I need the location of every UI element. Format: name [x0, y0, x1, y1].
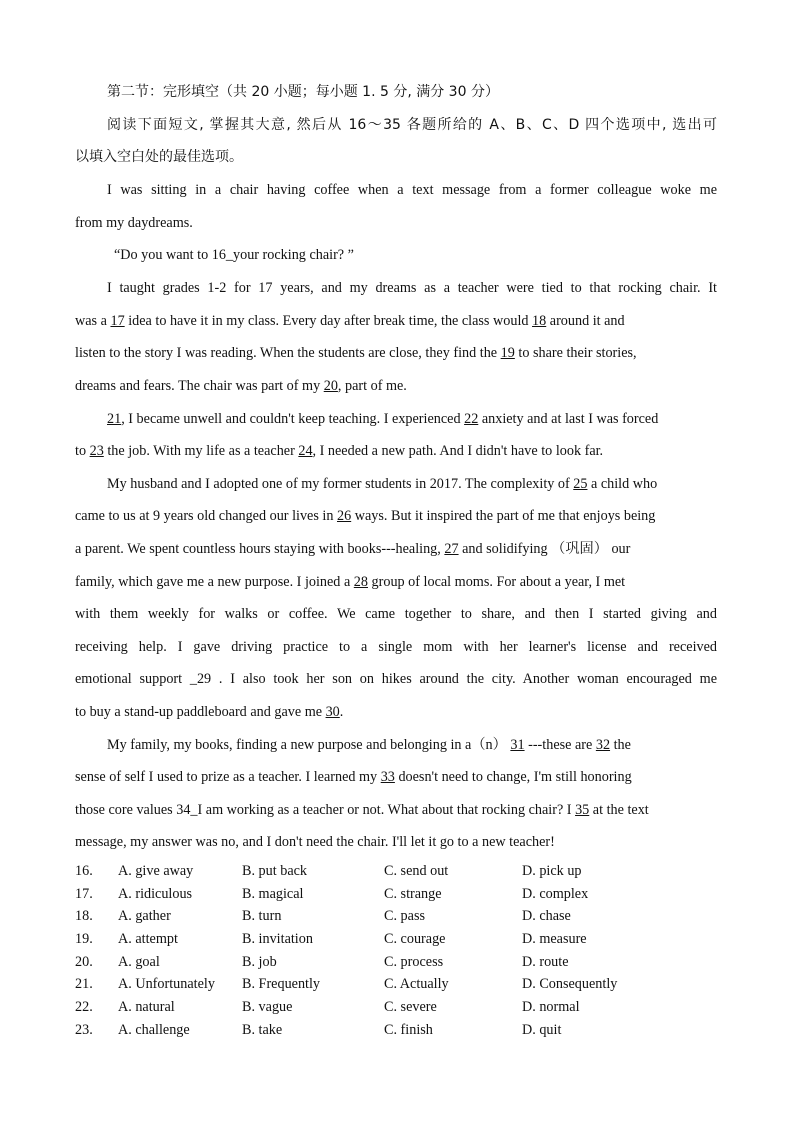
option-d[interactable]: D. normal — [522, 999, 580, 1015]
option-d[interactable]: D. chase — [522, 908, 571, 924]
option-c[interactable]: C. severe — [384, 999, 437, 1015]
option-b[interactable]: B. Frequently — [242, 976, 321, 992]
blank-35: 35 — [575, 802, 590, 818]
text-segment: listen to the story I was reading. When the students are close, they find the — [75, 345, 501, 361]
passage-line — [75, 767, 717, 787]
text-segment: at the text — [589, 802, 649, 818]
text-segment: , I became unwell and couldn't keep teaching. I experienced — [121, 411, 465, 427]
text-segment: and solidifying （巩固） our — [458, 541, 631, 557]
passage-line — [75, 572, 717, 592]
passage-line — [75, 343, 717, 363]
blank-18: 18 — [532, 313, 547, 329]
option-a[interactable]: A. give away — [118, 863, 194, 879]
text-segment: , part of me. — [337, 378, 407, 394]
instruction-line-2: 以填入空白处的最佳选项。 — [75, 149, 243, 165]
option-b[interactable]: B. magical — [242, 886, 304, 902]
blank-28: 28 — [353, 574, 368, 590]
question-number: 20. — [75, 954, 93, 970]
blank-21: 21 — [107, 411, 122, 427]
text-segment: ---these are — [524, 737, 596, 753]
blank-23: 23 — [89, 443, 104, 459]
text-segment: sense of self I used to prize as a teacher. I learned my — [75, 769, 381, 785]
text-segment: My husband and I adopted one of my former students in 2017. The complexity of — [107, 476, 574, 492]
passage-line: from my daydreams. — [75, 215, 193, 231]
text-segment: came to us at 9 years old changed our lives in — [75, 508, 337, 524]
passage-line — [75, 506, 717, 526]
text-segment: , I needed a new path. And I didn't have to look far. — [312, 443, 604, 459]
text-segment: a child who — [587, 476, 658, 492]
passage-line: “Do you want to 16_your rocking chair? ” — [114, 247, 354, 263]
option-d[interactable]: D. Consequently — [522, 976, 618, 992]
text-segment: dreams and fears. The chair was part of my — [75, 378, 324, 394]
blank-30: 30 — [325, 704, 340, 720]
option-a[interactable]: A. natural — [118, 999, 175, 1015]
option-a[interactable]: A. gather — [118, 908, 171, 924]
passage-line — [107, 409, 717, 429]
option-c[interactable]: C. process — [384, 954, 444, 970]
option-b[interactable]: B. vague — [242, 999, 293, 1015]
text-segment: anxiety and at last I was forced — [478, 411, 659, 427]
option-a[interactable]: A. attempt — [118, 931, 178, 947]
text-segment: the job. With my life as a teacher — [103, 443, 299, 459]
option-b[interactable]: B. put back — [242, 863, 308, 879]
option-b[interactable]: B. invitation — [242, 931, 313, 947]
option-a[interactable]: A. challenge — [118, 1022, 190, 1038]
blank-32: 32 — [595, 737, 611, 753]
passage-line — [75, 702, 717, 722]
blank-27: 27 — [444, 541, 459, 557]
option-c[interactable]: C. pass — [384, 908, 425, 924]
text-segment: was a — [75, 313, 111, 329]
option-row-22 — [75, 997, 715, 1017]
text-segment: to share their stories, — [514, 345, 637, 361]
question-number: 23. — [75, 1022, 93, 1038]
text-segment: to buy a stand-up paddleboard and gave me — [75, 704, 326, 720]
passage-line: message, my answer was no, and I don't need the chair. I'll let it go to a new teacher! — [75, 834, 555, 850]
question-number: 17. — [75, 886, 93, 902]
text-segment: group of local moms. For about a year, I met — [367, 574, 626, 590]
passage-line — [75, 539, 717, 559]
option-d[interactable]: D. quit — [522, 1022, 562, 1038]
option-d[interactable]: D. measure — [522, 931, 587, 947]
text-segment: . — [339, 704, 344, 720]
blank-22: 22 — [464, 411, 479, 427]
option-row-16 — [75, 861, 715, 881]
option-d[interactable]: D. complex — [522, 886, 589, 902]
blank-26: 26 — [337, 508, 352, 524]
option-row-19 — [75, 929, 715, 949]
text-segment: My family, my books, finding a new purpose and belonging in a（n） — [107, 737, 511, 753]
section-heading: 第二节：完形填空（共 20 小题；每小题 1. 5 分, 满分 30 分） — [107, 84, 499, 100]
blank-33: 33 — [380, 769, 395, 785]
blank-25: 25 — [573, 476, 588, 492]
option-c[interactable]: C. send out — [384, 863, 449, 879]
passage-line: receiving help. I gave driving practice to a single mom with her learner's license and received — [75, 639, 717, 655]
option-b[interactable]: B. take — [242, 1022, 283, 1038]
option-a[interactable]: A. Unfortunately — [118, 976, 215, 992]
passage-line — [107, 474, 717, 494]
option-d[interactable]: D. pick up — [522, 863, 582, 879]
blank-17: 17 — [110, 313, 125, 329]
option-row-17 — [75, 884, 715, 904]
text-segment: those core values 34_I am working as a teacher or not. What about that rocking chair? I — [75, 802, 576, 818]
blank-24: 24 — [298, 443, 313, 459]
passage-line: I was sitting in a chair having coffee when a text message from a former colleague woke me — [107, 182, 717, 198]
text-segment: the — [610, 737, 631, 753]
text-segment: a parent. We spent countless hours staying with books---healing, — [75, 541, 445, 557]
passage-line: I taught grades 1-2 for 17 years, and my dreams as a teacher were tied to that rocking chair. It — [107, 280, 717, 296]
option-row-21 — [75, 974, 715, 994]
text-segment: around it and — [546, 313, 625, 329]
blank-31: 31 — [510, 737, 525, 753]
option-c[interactable]: C. courage — [384, 931, 446, 947]
option-c[interactable]: C. strange — [384, 886, 442, 902]
option-row-18 — [75, 906, 715, 926]
instruction-line-1: 阅读下面短文, 掌握其大意, 然后从 16～35 各题所给的 A、B、C、D 四个选项中, 选出可 — [107, 117, 717, 133]
passage-line — [75, 800, 717, 820]
option-a[interactable]: A. ridiculous — [118, 886, 193, 902]
blank-20: 20 — [323, 378, 338, 394]
option-d[interactable]: D. route — [522, 954, 569, 970]
passage-line: emotional support _29 . I also took her son on hikes around the city. Another woman encouraged me — [75, 671, 717, 687]
option-b[interactable]: B. turn — [242, 908, 282, 924]
passage-line — [75, 376, 717, 396]
option-a[interactable]: A. goal — [118, 954, 160, 970]
question-number: 18. — [75, 908, 93, 924]
text-segment: ways. But it inspired the part of me that enjoys being — [351, 508, 656, 524]
option-row-23 — [75, 1020, 715, 1040]
passage-line: with them weekly for walks or coffee. We came together to share, and then I started giving and — [75, 606, 717, 622]
text-segment: family, which gave me a new purpose. I joined a — [75, 574, 354, 590]
option-c[interactable]: C. finish — [384, 1022, 433, 1038]
passage-line — [107, 735, 717, 755]
option-b[interactable]: B. job — [242, 954, 277, 970]
text-segment: to — [75, 443, 90, 459]
option-c[interactable]: C. Actually — [384, 976, 449, 992]
blank-19: 19 — [500, 345, 515, 361]
question-number: 19. — [75, 931, 93, 947]
passage-line — [75, 441, 717, 461]
text-segment: idea to have it in my class. Every day after break time, the class would — [124, 313, 533, 329]
passage-line — [75, 311, 717, 331]
text-segment: doesn't need to change, I'm still honoring — [394, 769, 632, 785]
question-number: 21. — [75, 976, 93, 992]
question-number: 22. — [75, 999, 93, 1015]
option-row-20 — [75, 952, 715, 972]
question-number: 16. — [75, 863, 93, 879]
